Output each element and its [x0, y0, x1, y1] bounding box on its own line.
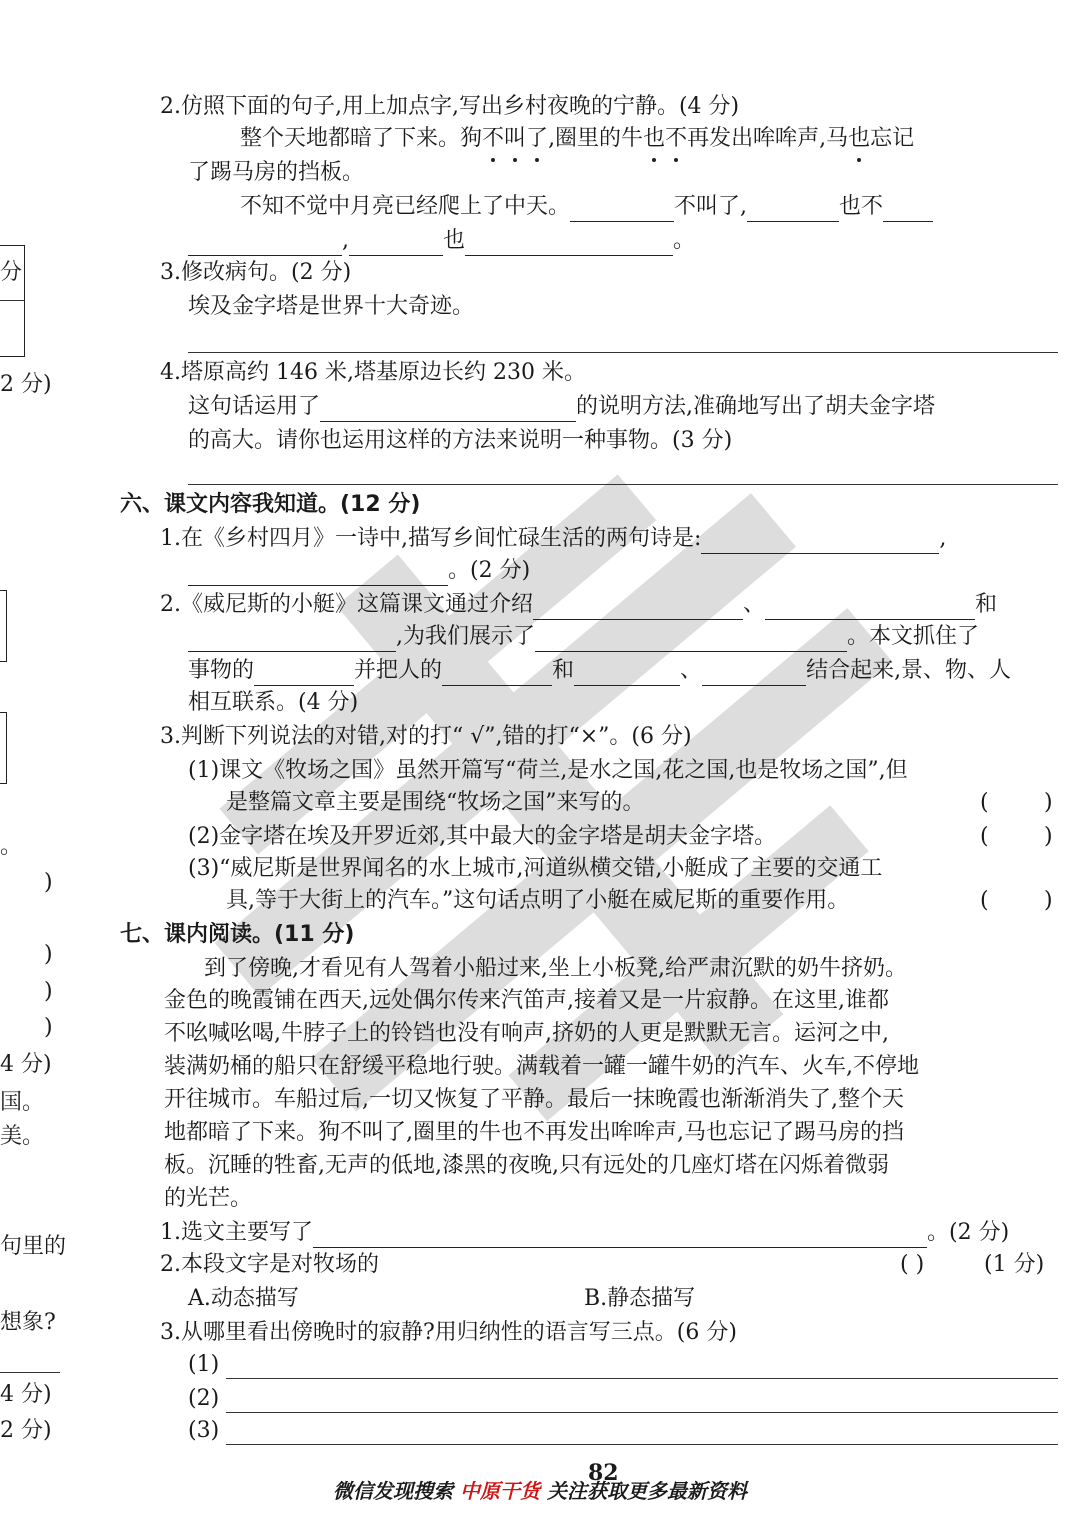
s6-q3-item2: (2)金字塔在埃及开罗近郊,其中最大的金字塔是胡夫金字塔。	[188, 824, 777, 849]
q4-line1: 这句话运用了 的说明方法,准确地写出了胡夫金字塔	[188, 392, 935, 422]
left-paren-2: )	[44, 942, 53, 967]
s6-q3-item1-paren-open[interactable]: (	[980, 790, 989, 815]
s7-passage-line: 板。沉睡的牲畜,无声的低地,漆黑的夜晚,只有远处的几座灯塔在闪烁着微弱	[164, 1153, 889, 1178]
s7-q3-n1: (1)	[188, 1352, 220, 1377]
left-frag-b: 美。	[0, 1124, 45, 1149]
s6-q1-line1: 1.在《乡村四月》一诗中,描写乡间忙碌生活的两句诗是: ,	[160, 524, 946, 554]
s7-passage-line: 的光芒。	[164, 1186, 253, 1211]
s7-q3-answer-line-2[interactable]	[226, 1412, 1058, 1413]
s7-q3-title: 3.从哪里看出傍晚时的寂静?用归纳性的语言写三点。(6 分)	[160, 1320, 737, 1345]
s7-q3-n2: (2)	[188, 1386, 220, 1411]
left-paren-4: )	[44, 1015, 53, 1040]
s6-q2-line4: 相互联系。(4 分)	[188, 690, 359, 715]
section-7-heading: 七、课内阅读。(11 分)	[120, 922, 355, 947]
q3-sentence: 埃及金字塔是世界十大奇迹。	[188, 294, 475, 319]
s6-q2-blank-2[interactable]	[765, 595, 975, 620]
q2-title: 2.仿照下面的句子,用上加点字,写出乡村夜晚的宁静。(4 分)	[160, 94, 740, 119]
s7-passage-line: 装满奶桶的船只在舒缓平稳地行驶。满载着一罐一罐牛奶的汽车、火车,不停地	[164, 1054, 919, 1079]
s6-q3-item1-a: (1)课文《牧场之国》虽然开篇写“荷兰,是水之国,花之国,也是牧场之国”,但	[188, 758, 908, 783]
s6-q3-item2-paren-open[interactable]: (	[980, 824, 989, 849]
s7-q2-option-a[interactable]: A.动态描写	[188, 1286, 299, 1311]
left-score-d: 2 分)	[0, 1418, 52, 1443]
s6-q3-item3-b: 具,等于大街上的汽车。”这句话点明了小艇在威尼斯的重要作用。	[226, 888, 850, 913]
q3-title: 3.修改病句。(2 分)	[160, 260, 352, 285]
left-score-b: 4 分)	[0, 1052, 52, 1077]
s7-q1: 1.选文主要写了 。(2 分)	[160, 1218, 1009, 1248]
section-6-heading: 六、课文内容我知道。(12 分)	[120, 492, 421, 517]
s6-q2-blank-1[interactable]	[533, 595, 743, 620]
q3-answer-line[interactable]	[188, 352, 1058, 353]
q4-answer-line[interactable]	[188, 484, 1058, 485]
footer-text-a: 微信发现搜索	[333, 1479, 454, 1503]
s6-q2-line1: 2.《威尼斯的小艇》这篇课文通过介绍 、 和	[160, 590, 997, 620]
left-paren-3: )	[44, 979, 53, 1004]
page-number: 82	[588, 1460, 619, 1486]
q2-blank-4[interactable]	[188, 231, 342, 256]
left-paren-1: )	[44, 870, 53, 895]
footer-brand: 中原干货	[460, 1479, 540, 1503]
left-frag-a: 国。	[0, 1090, 45, 1115]
left-score-a: 2 分)	[0, 372, 52, 397]
q2-blank-3[interactable]	[883, 197, 933, 222]
footer-banner	[0, 1475, 1080, 1504]
s6-q2-blank-8[interactable]	[702, 661, 806, 686]
s6-q2-blank-5[interactable]	[254, 661, 354, 686]
q4-title: 4.塔原高约 146 米,塔基原边长约 230 米。	[160, 360, 586, 385]
q4-blank[interactable]	[320, 397, 576, 422]
s6-q3-item1-b: 是整篇文章主要是围绕“牧场之国”来写的。	[226, 790, 645, 815]
s7-q3-answer-line-3[interactable]	[226, 1444, 1058, 1445]
s6-q3-item1-paren-close: )	[1044, 790, 1053, 815]
q2-blank-2[interactable]	[747, 197, 839, 222]
q4-line2: 的高大。请你也运用这样的方法来说明一种事物。(3 分)	[188, 428, 733, 453]
left-box-2	[0, 590, 7, 662]
s6-q3-item3-paren-open[interactable]: (	[980, 888, 989, 913]
s6-q2-blank-7[interactable]	[574, 661, 680, 686]
left-box-3	[0, 712, 7, 784]
q2-answer-line2: , 也 。	[188, 226, 695, 256]
s7-q1-blank[interactable]	[313, 1223, 927, 1248]
q2-blank-1[interactable]	[570, 197, 674, 222]
left-box-char: 分	[0, 260, 23, 285]
s6-q2-line2: ,为我们展示了 。本文抓住了	[188, 622, 979, 652]
q2-blank-5[interactable]	[349, 231, 443, 256]
s7-passage-line: 开往城市。车船过后,一切又恢复了平静。最后一抹晚霞也渐渐消失了,整个天	[164, 1087, 904, 1112]
s7-q2-answer-paren[interactable]: ( )	[900, 1252, 925, 1277]
s6-q2-line3: 事物的 并把人的 和 、 结合起来,景、物、人	[188, 656, 1011, 686]
left-score-c: 4 分)	[0, 1382, 52, 1407]
s7-passage-line: 不吆喊吆喝,牛脖子上的铃铛也没有响声,挤奶的人更是默默无言。运河之中,	[164, 1021, 889, 1046]
q2-blank-6[interactable]	[465, 231, 673, 256]
q2-example-line2: 了踢马房的挡板。	[188, 160, 365, 185]
s7-q2-title: 2.本段文字是对牧场的	[160, 1252, 379, 1277]
s7-q2-option-b[interactable]: B.静态描写	[584, 1286, 696, 1311]
s7-passage-line: 地都暗了下来。狗不叫了,圈里的牛也不再发出哞哞声,马也忘记了踢马房的挡	[164, 1120, 904, 1145]
left-frag-c: 句里的	[0, 1234, 67, 1259]
q2-example-line1: 整个天地都暗了下来。狗不叫了,圈里的牛也不再发出哞哞声,马也忘记	[240, 124, 914, 154]
s7-passage-line: 金色的晚霞铺在西天,远处偶尔传来汽笛声,接着又是一片寂静。在这里,谁都	[164, 988, 889, 1013]
s7-q3-n3: (3)	[188, 1418, 220, 1443]
q2-answer-line1: 不知不觉中月亮已经爬上了中天。 不叫了, 也不	[240, 192, 933, 222]
s6-q3-item2-paren-close: )	[1044, 824, 1053, 849]
s6-q2-blank-4[interactable]	[535, 627, 847, 652]
s7-passage-line: 到了傍晚,才看见有人驾着小船过来,坐上小板凳,给严肃沉默的奶牛挤奶。	[204, 956, 907, 981]
s6-q2-blank-6[interactable]	[442, 661, 552, 686]
left-period: 。	[0, 834, 23, 859]
s6-q3-item3-a: (3)“威尼斯是世界闻名的水上城市,河道纵横交错,小艇成了主要的交通工	[188, 856, 883, 881]
s6-q1-line2: 。(2 分)	[188, 556, 530, 586]
s6-q2-blank-3[interactable]	[188, 627, 396, 652]
left-frag-d: 想象?	[0, 1310, 56, 1335]
s7-q3-answer-line-1[interactable]	[226, 1378, 1058, 1379]
s6-q1-blank-1[interactable]	[701, 529, 939, 554]
s6-q1-blank-2[interactable]	[188, 561, 448, 586]
s6-q3-item3-paren-close: )	[1044, 888, 1053, 913]
s7-q2-score: (1 分)	[984, 1252, 1045, 1277]
s6-q3-title: 3.判断下列说法的对错,对的打“ √”,错的打“×”。(6 分)	[160, 724, 692, 749]
footer-text-b: 关注获取更多最新资料	[546, 1479, 747, 1503]
